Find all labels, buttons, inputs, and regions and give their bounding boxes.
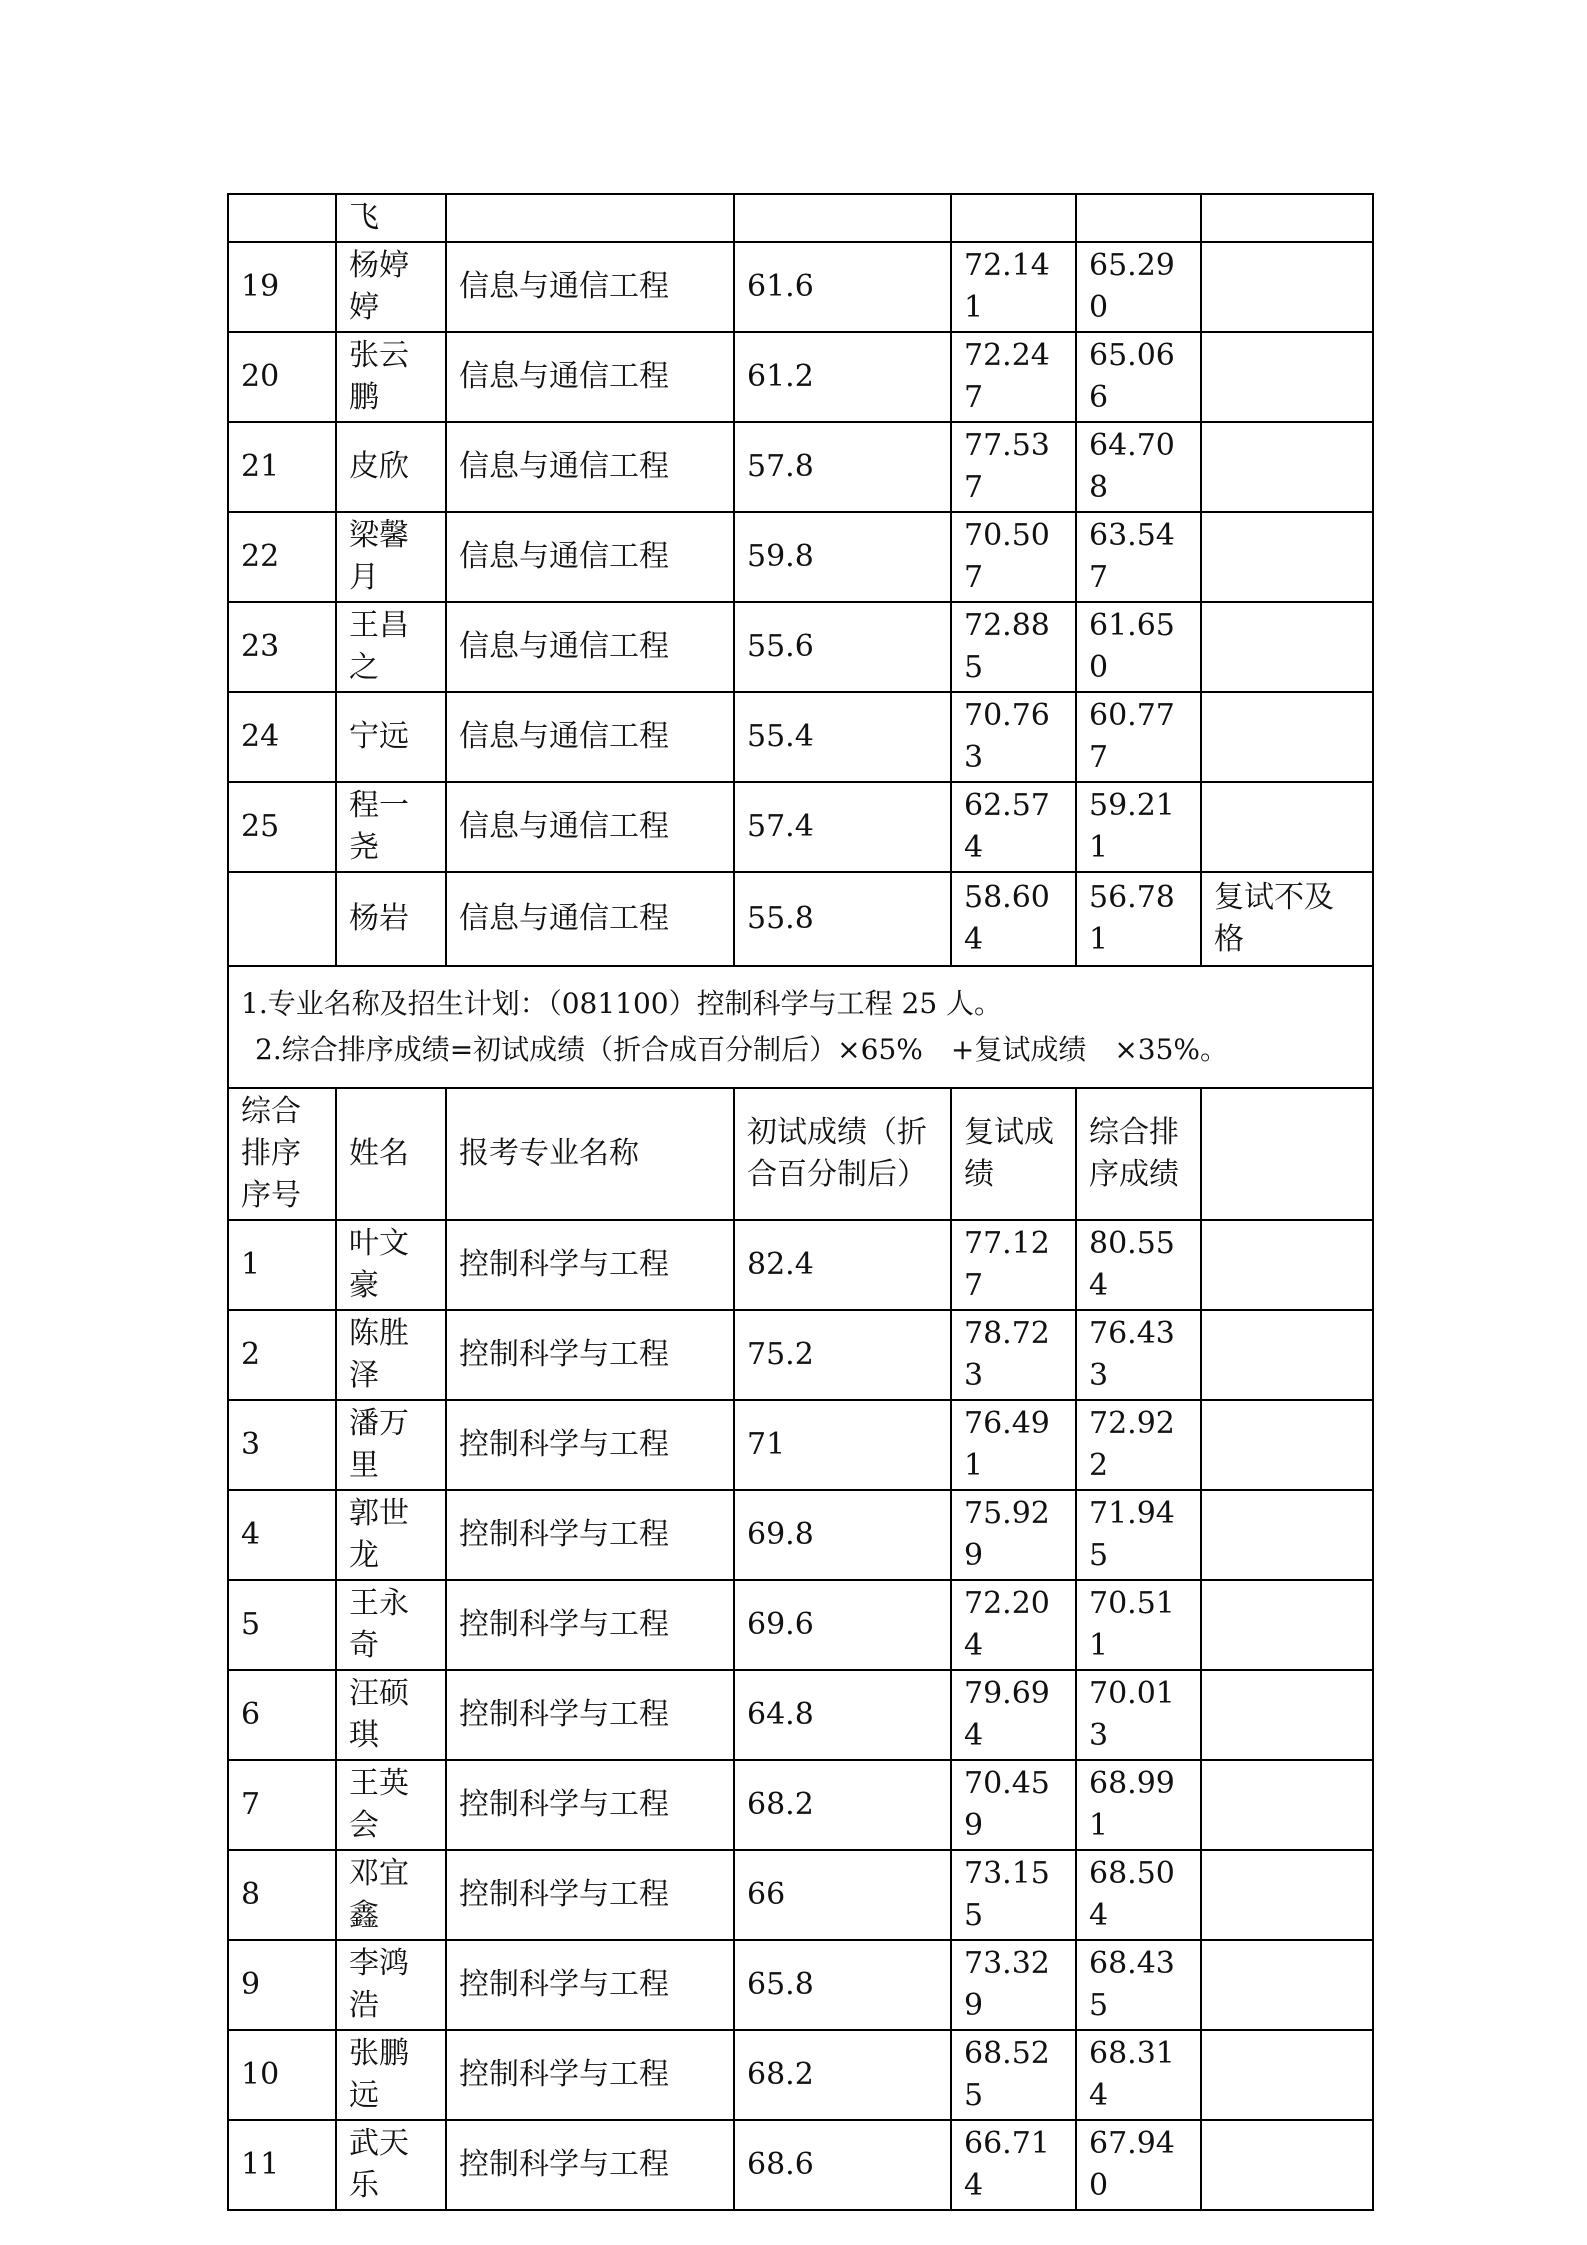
- retest-cell: 73.155: [951, 1850, 1076, 1940]
- total-cell: 68.435: [1076, 1940, 1201, 2030]
- major-cell: 控制科学与工程: [446, 1580, 734, 1670]
- major-cell: 控制科学与工程: [446, 1850, 734, 1940]
- major-cell: 信息与通信工程: [446, 692, 734, 782]
- note-cell: [1201, 1400, 1373, 1490]
- header-rank: 综合排序序号: [228, 1088, 336, 1220]
- table-row: [228, 1760, 1373, 1850]
- retest-cell: 79.694: [951, 1670, 1076, 1760]
- total-cell: 64.708: [1076, 422, 1201, 512]
- total-cell: 68.314: [1076, 2030, 1201, 2120]
- initial-cell: 57.4: [734, 782, 951, 872]
- rank-cell: 11: [228, 2120, 336, 2210]
- name-cell: 陈胜泽: [336, 1310, 446, 1400]
- table-row: [228, 1850, 1373, 1940]
- major-cell: 信息与通信工程: [446, 872, 734, 966]
- name-cell: 李鸿浩: [336, 1940, 446, 2030]
- note-cell: [1201, 1850, 1373, 1940]
- retest-cell: 70.763: [951, 692, 1076, 782]
- retest-cell: [951, 194, 1076, 242]
- rank-cell: 24: [228, 692, 336, 782]
- total-cell: 76.433: [1076, 1310, 1201, 1400]
- retest-cell: 68.525: [951, 2030, 1076, 2120]
- note-cell: [1201, 1490, 1373, 1580]
- major-cell: 控制科学与工程: [446, 1220, 734, 1310]
- note-cell: 复试不及格: [1201, 872, 1373, 966]
- header-retest: 复试成绩: [951, 1088, 1076, 1220]
- major-cell: 控制科学与工程: [446, 1940, 734, 2030]
- notes-cell: [228, 966, 1373, 1088]
- total-cell: 56.781: [1076, 872, 1201, 966]
- name-cell: 王永奇: [336, 1580, 446, 1670]
- initial-cell: 61.2: [734, 332, 951, 422]
- rank-cell: 2: [228, 1310, 336, 1400]
- retest-cell: 73.329: [951, 1940, 1076, 2030]
- table-row: [228, 872, 1373, 966]
- name-cell: 皮欣: [336, 422, 446, 512]
- table-row: [228, 2030, 1373, 2120]
- header-name: 姓名: [336, 1088, 446, 1220]
- initial-cell: 55.8: [734, 872, 951, 966]
- table-row-carry: [228, 194, 1373, 242]
- name-cell: 王英会: [336, 1760, 446, 1850]
- initial-cell: 55.6: [734, 602, 951, 692]
- initial-cell: 65.8: [734, 1940, 951, 2030]
- initial-cell: 61.6: [734, 242, 951, 332]
- rank-cell: 3: [228, 1400, 336, 1490]
- rank-cell: 25: [228, 782, 336, 872]
- note-cell: [1201, 2030, 1373, 2120]
- header-initial: 初试成绩（折合百分制后）: [734, 1088, 951, 1220]
- major-cell: [446, 194, 734, 242]
- rank-cell: [228, 872, 336, 966]
- table-row: [228, 1670, 1373, 1760]
- retest-cell: 58.604: [951, 872, 1076, 966]
- table-row: [228, 422, 1373, 512]
- major-cell: 信息与通信工程: [446, 242, 734, 332]
- name-cell: 宁远: [336, 692, 446, 782]
- table-row: [228, 242, 1373, 332]
- retest-cell: 70.507: [951, 512, 1076, 602]
- retest-cell: 72.141: [951, 242, 1076, 332]
- major-cell: 信息与通信工程: [446, 332, 734, 422]
- initial-cell: 71: [734, 1400, 951, 1490]
- total-cell: 61.650: [1076, 602, 1201, 692]
- rank-cell: 20: [228, 332, 336, 422]
- major-cell: 控制科学与工程: [446, 1310, 734, 1400]
- rank-cell: 10: [228, 2030, 336, 2120]
- note-cell: [1201, 2120, 1373, 2210]
- name-cell: 杨岩: [336, 872, 446, 966]
- initial-cell: 66: [734, 1850, 951, 1940]
- rank-cell: 1: [228, 1220, 336, 1310]
- total-cell: 60.777: [1076, 692, 1201, 782]
- total-cell: 65.290: [1076, 242, 1201, 332]
- note-line-plan: 1.专业名称及招生计划：（081100）控制科学与工程 25 人。: [241, 987, 1003, 1020]
- name-cell: 邓宜鑫: [336, 1850, 446, 1940]
- table-row: [228, 1580, 1373, 1670]
- name-cell: 叶文豪: [336, 1220, 446, 1310]
- header-row: [228, 1088, 1373, 1220]
- initial-cell: 68.6: [734, 2120, 951, 2210]
- table-row: [228, 692, 1373, 782]
- name-cell: 张云鹏: [336, 332, 446, 422]
- total-cell: 71.945: [1076, 1490, 1201, 1580]
- initial-cell: 64.8: [734, 1670, 951, 1760]
- name-cell: 王昌之: [336, 602, 446, 692]
- note-cell: [1201, 512, 1373, 602]
- table-row: [228, 1400, 1373, 1490]
- retest-cell: 66.714: [951, 2120, 1076, 2210]
- initial-cell: 82.4: [734, 1220, 951, 1310]
- initial-cell: [734, 194, 951, 242]
- table-row: [228, 1490, 1373, 1580]
- note-cell: [1201, 332, 1373, 422]
- note-cell: [1201, 602, 1373, 692]
- note-cell: [1201, 1670, 1373, 1760]
- initial-cell: 69.6: [734, 1580, 951, 1670]
- initial-cell: 59.8: [734, 512, 951, 602]
- header-major: 报考专业名称: [446, 1088, 734, 1220]
- initial-cell: 68.2: [734, 1760, 951, 1850]
- name-cell: 武天乐: [336, 2120, 446, 2210]
- retest-cell: 77.537: [951, 422, 1076, 512]
- total-cell: 67.940: [1076, 2120, 1201, 2210]
- total-cell: 65.066: [1076, 332, 1201, 422]
- note-cell: [1201, 1760, 1373, 1850]
- retest-cell: 76.491: [951, 1400, 1076, 1490]
- note-cell: [1201, 1310, 1373, 1400]
- name-cell: 梁馨月: [336, 512, 446, 602]
- rank-cell: 4: [228, 1490, 336, 1580]
- score-table: [227, 193, 1374, 2211]
- header-note: [1201, 1088, 1373, 1220]
- rank-cell: [228, 194, 336, 242]
- table-row: [228, 512, 1373, 602]
- total-cell: 70.013: [1076, 1670, 1201, 1760]
- rank-cell: 22: [228, 512, 336, 602]
- name-cell: 汪硕琪: [336, 1670, 446, 1760]
- retest-cell: 77.127: [951, 1220, 1076, 1310]
- rank-cell: 9: [228, 1940, 336, 2030]
- name-cell: 杨婷婷: [336, 242, 446, 332]
- name-cell: 程一尧: [336, 782, 446, 872]
- name-cell: 潘万里: [336, 1400, 446, 1490]
- table-row: [228, 1940, 1373, 2030]
- total-cell: 68.504: [1076, 1850, 1201, 1940]
- retest-cell: 62.574: [951, 782, 1076, 872]
- rank-cell: 19: [228, 242, 336, 332]
- total-cell: 63.547: [1076, 512, 1201, 602]
- major-cell: 控制科学与工程: [446, 1760, 734, 1850]
- rank-cell: 8: [228, 1850, 336, 1940]
- header-total: 综合排序成绩: [1076, 1088, 1201, 1220]
- major-cell: 控制科学与工程: [446, 1490, 734, 1580]
- major-cell: 信息与通信工程: [446, 512, 734, 602]
- retest-cell: 70.459: [951, 1760, 1076, 1850]
- table-row: [228, 2120, 1373, 2210]
- major-cell: 信息与通信工程: [446, 602, 734, 692]
- initial-cell: 55.4: [734, 692, 951, 782]
- rank-cell: 5: [228, 1580, 336, 1670]
- rank-cell: 6: [228, 1670, 336, 1760]
- major-cell: 控制科学与工程: [446, 2030, 734, 2120]
- major-cell: 控制科学与工程: [446, 1400, 734, 1490]
- total-cell: 72.922: [1076, 1400, 1201, 1490]
- table-row: [228, 1310, 1373, 1400]
- total-cell: 59.211: [1076, 782, 1201, 872]
- note-cell: [1201, 422, 1373, 512]
- note-cell: [1201, 1580, 1373, 1670]
- notes-row: [228, 966, 1373, 1088]
- major-cell: 控制科学与工程: [446, 1670, 734, 1760]
- note-cell: [1201, 242, 1373, 332]
- rank-cell: 21: [228, 422, 336, 512]
- major-cell: 控制科学与工程: [446, 2120, 734, 2210]
- note-cell: [1201, 1940, 1373, 2030]
- initial-cell: 75.2: [734, 1310, 951, 1400]
- major-cell: 信息与通信工程: [446, 782, 734, 872]
- note-cell: [1201, 1220, 1373, 1310]
- note-cell: [1201, 782, 1373, 872]
- note-cell: [1201, 194, 1373, 242]
- total-cell: 68.991: [1076, 1760, 1201, 1850]
- name-cell: 飞: [336, 194, 446, 242]
- total-cell: [1076, 194, 1201, 242]
- retest-cell: 78.723: [951, 1310, 1076, 1400]
- initial-cell: 68.2: [734, 2030, 951, 2120]
- major-cell: 信息与通信工程: [446, 422, 734, 512]
- table-row: [228, 1220, 1373, 1310]
- retest-cell: 72.247: [951, 332, 1076, 422]
- note-line-formula: 2.综合排序成绩=初试成绩（折合成百分制后）×65% +复试成绩 ×35%。: [255, 1033, 1229, 1066]
- retest-cell: 72.885: [951, 602, 1076, 692]
- score-document: [227, 193, 1372, 2211]
- initial-cell: 57.8: [734, 422, 951, 512]
- retest-cell: 72.204: [951, 1580, 1076, 1670]
- name-cell: 郭世龙: [336, 1490, 446, 1580]
- name-cell: 张鹏远: [336, 2030, 446, 2120]
- table-row: [228, 602, 1373, 692]
- rank-cell: 7: [228, 1760, 336, 1850]
- table-row: [228, 782, 1373, 872]
- initial-cell: 69.8: [734, 1490, 951, 1580]
- retest-cell: 75.929: [951, 1490, 1076, 1580]
- note-cell: [1201, 692, 1373, 782]
- total-cell: 80.554: [1076, 1220, 1201, 1310]
- total-cell: 70.511: [1076, 1580, 1201, 1670]
- table-row: [228, 332, 1373, 422]
- rank-cell: 23: [228, 602, 336, 692]
